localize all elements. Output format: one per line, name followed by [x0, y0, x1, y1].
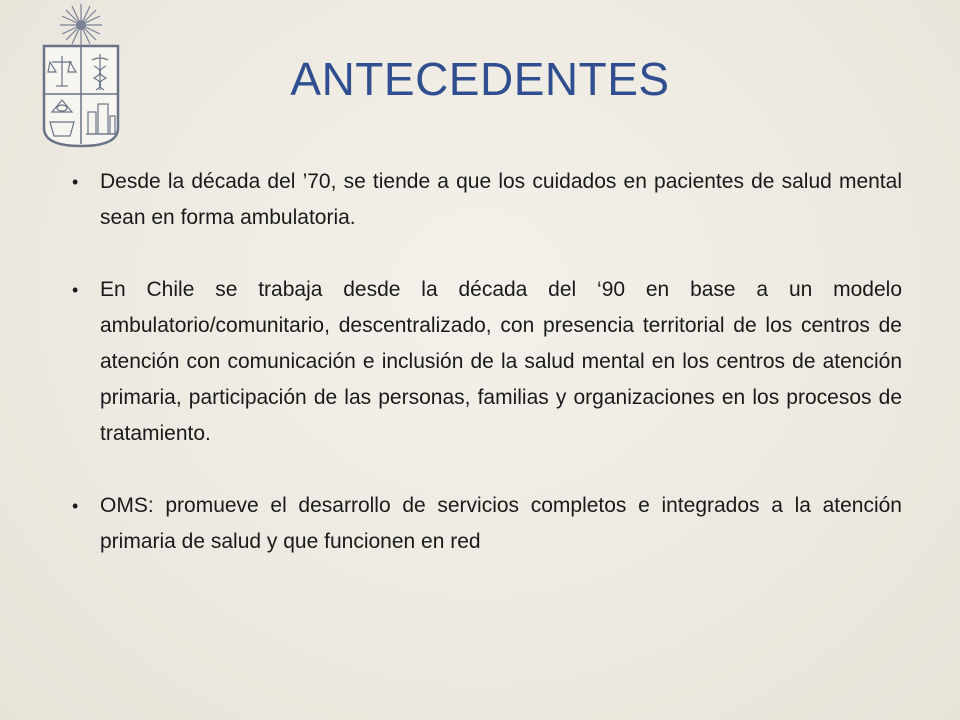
slide-title: ANTECEDENTES: [290, 53, 670, 105]
bullet-marker: •: [72, 496, 79, 516]
bullet-text: En Chile se trabaja desde la década del ‘90 en base a un modelo ambulatorio/comunitario, descentralizado, con presencia territorial de los centros de atención con comunicación e inclusión de la salud mental en los centros de atención primaria, participación de las personas, familias y organizaciones en los procesos de tratamiento.: [100, 278, 902, 445]
bullet-text: OMS: promueve el desarrollo de servicios completos e integrados a la atención primaria de salud y que funcionen en red: [100, 494, 902, 553]
list-item: [72, 272, 902, 452]
list-item: [72, 488, 902, 560]
bullet-marker: •: [72, 172, 79, 192]
list-item: [72, 164, 902, 236]
bullet-list: [72, 164, 902, 596]
bullet-text: Desde la década del ’70, se tiende a que los cuidados en pacientes de salud mental sean en forma ambulatoria.: [100, 170, 902, 229]
bullet-marker: •: [72, 280, 79, 300]
